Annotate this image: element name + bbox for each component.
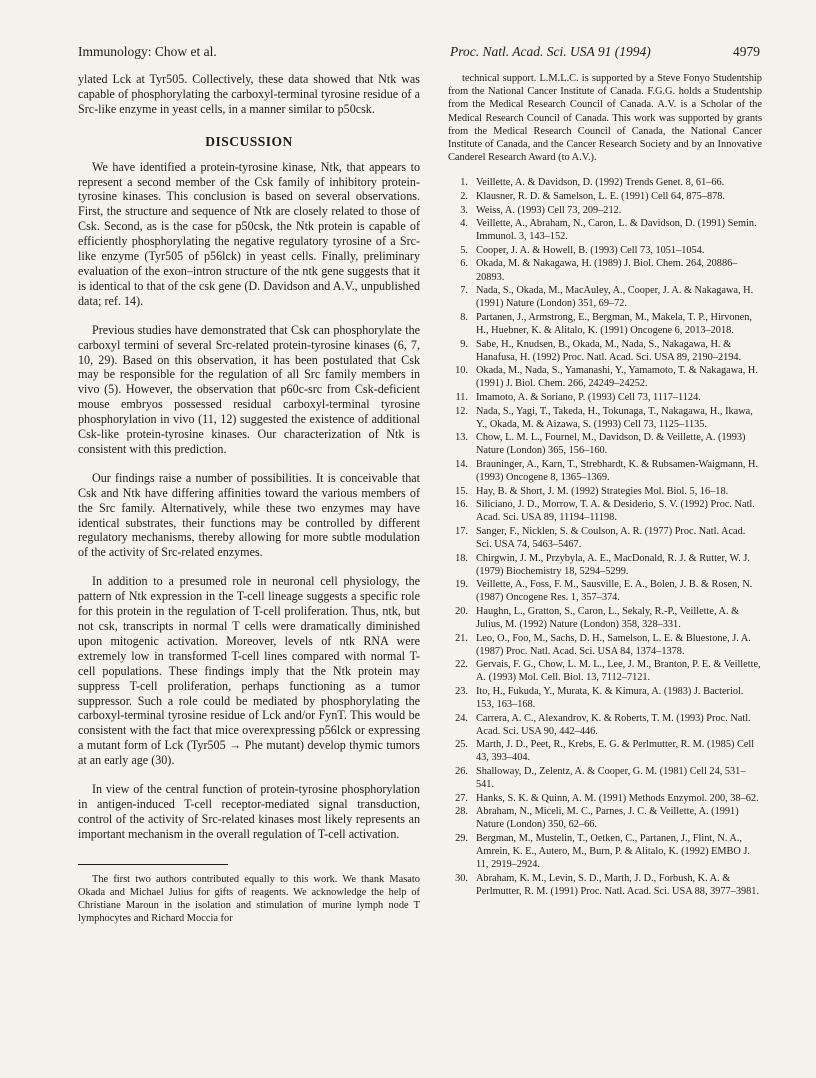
reference-number: 2. bbox=[460, 191, 468, 203]
reference-text: Cooper, J. A. & Howell, B. (1993) Cell 73, 1051–1054. bbox=[476, 244, 705, 256]
reference-text: Veillette, A., Abraham, N., Caron, L. & Davidson, D. (1991) Semin. Immunol. 3, 143–152. bbox=[476, 218, 757, 243]
reference-number: 3. bbox=[460, 204, 468, 216]
reference-text: Marth, J. D., Peet, R., Krebs, E. G. & Perlmutter, R. M. (1985) Cell 43, 393–404. bbox=[476, 739, 755, 764]
reference-number: 13. bbox=[455, 432, 468, 444]
reference-item bbox=[448, 176, 762, 189]
reference-text: Hanks, S. K. & Quinn, A. M. (1991) Methods Enzymol. 200, 38–62. bbox=[476, 792, 759, 804]
acknowledgment: technical support. L.M.L.C. is supported by a Steve Fonyo Studentship from the National Cancer Institute of Canada. F.G.G. holds a Studentship from the Medical Research Council of Canada. A.V. is a Scholar of the Medical Research Council of Canada. This work was supported by grants from the Medical Research Council of Canada, the National Cancer Institute of Canada, and the Cancer Research Society and by an Innovative Canderel Research Award (to A.V.). bbox=[448, 73, 762, 164]
reference-number: 16. bbox=[455, 499, 468, 511]
reference-text: Brauninger, A., Karn, T., Strebhardt, K. & Rubsamen-Waigmann, H. (1993) Oncogene 8, 1365–1369. bbox=[476, 458, 759, 483]
reference-item bbox=[448, 217, 762, 243]
discussion-paragraph: Our findings raise a number of possibilities. It is conceivable that Csk and Ntk have differing affinities toward the various members of the Src family. Alternatively, while these two enzymes may have identical substrates, their functions may be controlled by different regulatory mechanisms, thereby allowing for more subtle modulation of the activity of Src-related enzymes. bbox=[78, 470, 420, 560]
reference-text: Klausner, R. D. & Samelson, L. E. (1991) Cell 64, 875–878. bbox=[476, 191, 725, 203]
reference-item bbox=[448, 792, 762, 805]
reference-text: Okada, M., Nada, S., Yamanashi, Y., Yamamoto, T. & Nakagawa, H. (1991) J. Biol. Chem. 266, 24249–24252. bbox=[476, 365, 758, 390]
reference-text: Siliciano, J. D., Morrow, T. A. & Desiderio, S. V. (1992) Proc. Natl. Acad. Sci. USA 89, 11194–11198. bbox=[476, 499, 755, 524]
discussion-paragraph: Previous studies have demonstrated that Csk can phosphorylate the carboxyl termini of several Src-related protein-tyrosine kinases (6, 7, 10, 29). Based on this observation, it has been postulated that Csk may be responsible for the regulation of all Src family members in vivo (5). However, the observation that p60c-src from Csk-deficient mouse embryos possessed residual carboxyl-terminal tyrosine phosphorylation in vivo (11, 12) suggested the existence of additional Csk-like protein-tyrosine kinases. Our characterization of Ntk is consistent with this prediction. bbox=[78, 322, 420, 456]
reference-text: Bergman, M., Mustelin, T., Oetken, C., Partanen, J., Flint, N. A., Amrein, K. E., Autero, M., Burn, P. & Alitalo, K. (1992) EMBO J. 11, 2919–2924. bbox=[476, 833, 751, 871]
reference-item bbox=[448, 458, 762, 484]
reference-number: 28. bbox=[455, 806, 468, 818]
page-number: 4979 bbox=[733, 44, 760, 59]
reference-item bbox=[448, 338, 762, 364]
reference-number: 17. bbox=[455, 525, 468, 537]
reference-text: Sabe, H., Knudsen, B., Okada, M., Nada, S., Nakagawa, H. & Hanafusa, H. (1992) Proc. Natl. Acad. Sci. USA 89, 2190–2194. bbox=[476, 338, 742, 363]
reference-item bbox=[448, 485, 762, 498]
reference-item bbox=[448, 578, 762, 604]
reference-text: Abraham, K. M., Levin, S. D., Marth, J. D., Forbush, K. A. & Perlmutter, R. M. (1991) Proc. Natl. Acad. Sci. USA 88, 3977–3981. bbox=[476, 872, 760, 897]
reference-text: Imamoto, A. & Soriano, P. (1993) Cell 73, 1117–1124. bbox=[476, 391, 701, 403]
reference-text: Nada, S., Yagi, T., Takeda, H., Tokunaga, T., Nakagawa, H., Ikawa, Y., Okada, M. & Aizawa, S. (1993) Cell 73, 1125–1135. bbox=[476, 405, 753, 430]
reference-number: 4. bbox=[460, 218, 468, 230]
reference-number: 9. bbox=[460, 338, 468, 350]
discussion-paragraph: In addition to a presumed role in neuronal cell physiology, the pattern of Ntk expression in the T-cell lineage suggests a specific role for this protein in the regulation of T-cell proliferation. Thus, ntk, but not csk, transcripts in normal T cells were dramatically diminished upon mitogenic activation. Moreover, levels of ntk RNA were extremely low in transformed T-cell lines compared with normal T-cell populations. These findings imply that the Ntk protein may suppress T-cell proliferation, perhaps functioning as a tumor suppressor. Such a role could be mediated by phosphorylating the carboxyl-terminal tyrosine residue of Lck and/or FynT. This would be consistent with the fact that mice overexpressing p56lck or expressing a mutant form of Lck (Tyr505 → Phe mutant) develop thymic tumors at an early age (30). bbox=[78, 574, 420, 768]
reference-number: 8. bbox=[460, 311, 468, 323]
reference-text: Veillette, A., Foss, F. M., Sausville, E. A., Bolen, J. B. & Rosen, N. (1987) Oncogene Res. 1, 357–374. bbox=[476, 579, 753, 604]
reference-item bbox=[448, 311, 762, 337]
journal-header bbox=[450, 44, 760, 60]
footnote: The first two authors contributed equally to this work. We thank Masato Okada and Michael Julius for gifts of reagents. We acknowledge the help of Christiane Maroun in the isolation and stimulation of murine lymph node T lymphocytes and Richard Moccia for bbox=[78, 873, 420, 924]
reference-number: 12. bbox=[455, 405, 468, 417]
reference-number: 19. bbox=[455, 579, 468, 591]
reference-text: Nada, S., Okada, M., MacAuley, A., Cooper, J. A. & Nakagawa, H. (1991) Nature (London) 351, 69–72. bbox=[476, 285, 754, 310]
reference-text: Gervais, F. G., Chow, L. M. L., Lee, J. M., Branton, P. E. & Veillette, A. (1993) Mol. Cell. Biol. 13, 7112–7121. bbox=[476, 659, 761, 684]
reference-text: Abraham, N., Miceli, M. C., Parnes, J. C. & Veillette, A. (1991) Nature (London) 350, 62–66. bbox=[476, 806, 739, 831]
reference-text: Shalloway, D., Zelentz, A. & Cooper, G. M. (1981) Cell 24, 531–541. bbox=[476, 766, 746, 791]
reference-number: 14. bbox=[455, 458, 468, 470]
right-column bbox=[448, 72, 762, 898]
reference-number: 6. bbox=[460, 258, 468, 270]
journal-citation: Proc. Natl. Acad. Sci. USA 91 (1994) bbox=[450, 44, 651, 59]
reference-number: 20. bbox=[455, 605, 468, 617]
reference-number: 11. bbox=[455, 391, 468, 403]
reference-number: 10. bbox=[455, 365, 468, 377]
reference-number: 21. bbox=[455, 632, 468, 644]
reference-number: 18. bbox=[455, 552, 468, 564]
intro-paragraph: ylated Lck at Tyr505. Collectively, these data showed that Ntk was capable of phosphorylating the carboxyl-terminal tyrosine residue of a Src-like enzyme in yeast cells, in a manner similar to p50csk. bbox=[78, 72, 420, 116]
footnote-divider bbox=[78, 864, 228, 865]
reference-text: Weiss, A. (1993) Cell 73, 209–212. bbox=[476, 204, 622, 216]
reference-list bbox=[448, 176, 762, 898]
running-header: Immunology: Chow et al. bbox=[78, 44, 217, 59]
reference-number: 30. bbox=[455, 872, 468, 884]
reference-number: 5. bbox=[460, 244, 468, 256]
reference-text: Chow, L. M. L., Fournel, M., Davidson, D. & Veillette, A. (1993) Nature (London) 365, 156–160. bbox=[476, 432, 746, 457]
reference-number: 22. bbox=[455, 659, 468, 671]
reference-number: 24. bbox=[455, 712, 468, 724]
reference-number: 1. bbox=[460, 177, 468, 189]
reference-item bbox=[448, 190, 762, 203]
reference-text: Chirgwin, J. M., Przybyla, A. E., MacDonald, R. J. & Rutter, W. J. (1979) Biochemistry 18, 5294–5299. bbox=[476, 552, 750, 577]
reference-item bbox=[448, 605, 762, 631]
reference-text: Haughn, L., Gratton, S., Caron, L., Sekaly, R.-P., Veillette, A. & Julius, M. (1992) Nature (London) 358, 328–331. bbox=[476, 605, 740, 631]
reference-item bbox=[448, 364, 762, 390]
reference-item bbox=[448, 805, 762, 831]
reference-item bbox=[448, 872, 762, 898]
left-column bbox=[78, 72, 420, 925]
reference-item bbox=[448, 552, 762, 578]
reference-number: 27. bbox=[455, 792, 468, 804]
reference-number: 7. bbox=[460, 285, 468, 297]
reference-number: 23. bbox=[455, 685, 468, 697]
reference-item bbox=[448, 431, 762, 457]
reference-item bbox=[448, 405, 762, 431]
reference-item bbox=[448, 765, 762, 791]
reference-text: Okada, M. & Nakagawa, H. (1989) J. Biol. Chem. 264, 20886–20893. bbox=[476, 258, 738, 283]
reference-text: Sanger, F., Nicklen, S. & Coulson, A. R. (1977) Proc. Natl. Acad. Sci. USA 74, 5463–5467. bbox=[476, 525, 746, 550]
reference-item bbox=[448, 712, 762, 738]
reference-item bbox=[448, 658, 762, 684]
reference-text: Carrera, A. C., Alexandrov, K. & Roberts, T. M. (1993) Proc. Natl. Acad. Sci. USA 90, 442–446. bbox=[476, 712, 751, 737]
reference-number: 26. bbox=[455, 766, 468, 778]
reference-text: Partanen, J., Armstrong, E., Bergman, M., Makela, T. P., Hirvonen, H., Huebner, K. & Alitalo, K. (1991) Oncogene 6, 2013–2018. bbox=[476, 311, 752, 336]
reference-number: 15. bbox=[455, 485, 468, 497]
reference-item bbox=[448, 284, 762, 310]
reference-item bbox=[448, 204, 762, 217]
reference-number: 29. bbox=[455, 833, 468, 845]
reference-item bbox=[448, 738, 762, 764]
reference-item bbox=[448, 685, 762, 711]
section-heading: DISCUSSION bbox=[205, 133, 293, 149]
reference-item bbox=[448, 525, 762, 551]
discussion-paragraph: We have identified a protein-tyrosine kinase, Ntk, that appears to represent a second member of the Csk family of inhibitory protein-tyrosine kinases. This conclusion is based on several observations. First, the structure and sequence of Ntk are closely related to those of Csk. Second, as is the case for p50csk, the Ntk protein is capable of efficiently phosphorylating the negative regulatory tyrosine of a Src-like enzyme (Tyr505 of p56lck) in yeast cells. Finally, preliminary evaluation of the exon–intron structure of the ntk gene suggests that it is identical to that of the csk gene (D. Davidson and A.V., unpublished data; ref. 14). bbox=[78, 159, 420, 308]
reference-number: 25. bbox=[455, 739, 468, 751]
reference-text: Leo, O., Foo, M., Sachs, D. H., Samelson, L. E. & Bluestone, J. A. (1987) Proc. Natl. Acad. Sci. USA 84, 1374–1378. bbox=[476, 632, 751, 657]
reference-item bbox=[448, 391, 762, 404]
reference-item bbox=[448, 244, 762, 257]
reference-item bbox=[448, 632, 762, 658]
reference-item bbox=[448, 498, 762, 524]
reference-item bbox=[448, 257, 762, 283]
reference-text: Ito, H., Fukuda, Y., Murata, K. & Kimura, A. (1983) J. Bacteriol. 153, 163–168. bbox=[476, 685, 744, 711]
reference-text: Veillette, A. & Davidson, D. (1992) Trends Genet. 8, 61–66. bbox=[476, 177, 725, 189]
reference-text: Hay, B. & Short, J. M. (1992) Strategies Mol. Biol. 5, 16–18. bbox=[476, 485, 729, 497]
discussion-paragraph: In view of the central function of protein-tyrosine phosphorylation in antigen-induced T-cell receptor-mediated signal transduction, control of the activity of Src-related kinases most likely represents an important mechanism in the overall regulation of T-cell activation. bbox=[78, 782, 420, 841]
reference-item bbox=[448, 832, 762, 871]
